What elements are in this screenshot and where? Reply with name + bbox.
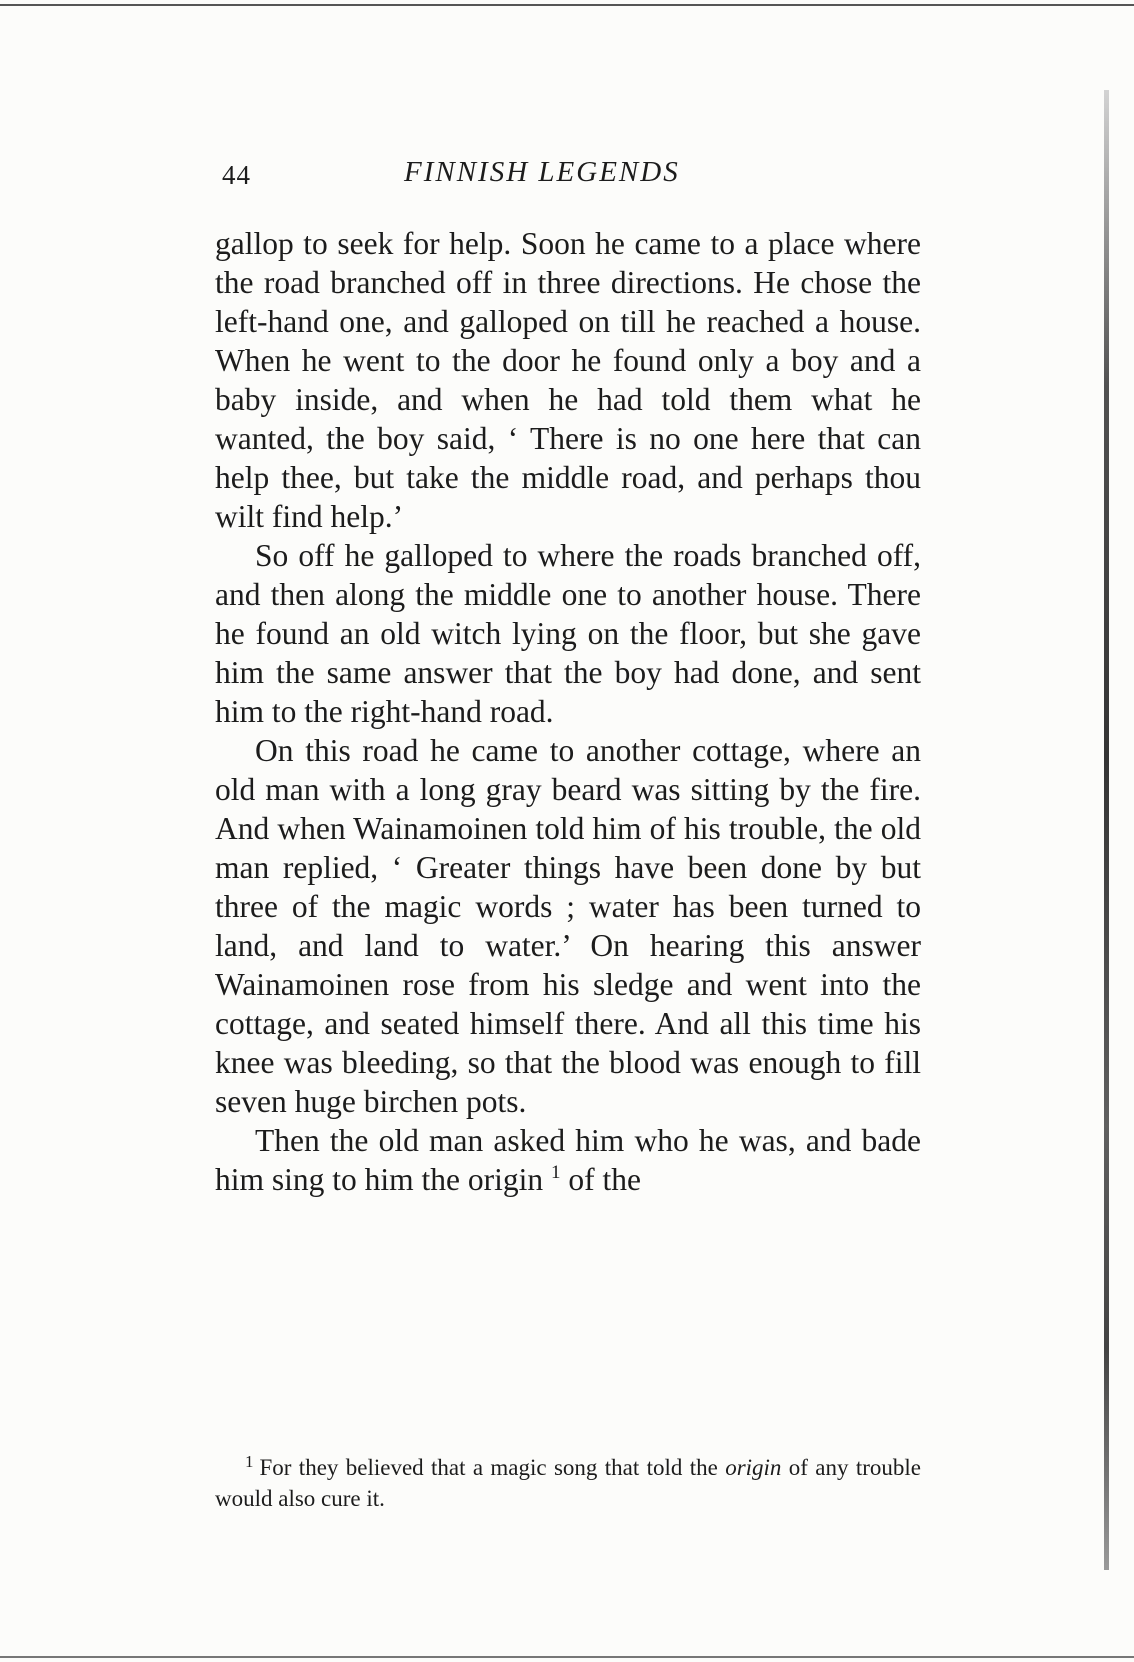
footnote-text: For they believed that a magic song that told the: [259, 1455, 726, 1480]
paragraph-4-text-end: of the: [560, 1162, 641, 1197]
page-number: 44: [222, 160, 251, 190]
paragraph-3: On this road he came to another cottage, where an old man with a long gray beard was sitting by the fire. And when Wainamoinen told him of his trouble, the old man replied, ‘ Greater things have been done by but three of the magic words ; water has been turned to land, and land to water.’ On hearing this answer Wainamoinen rose from his sledge and went into the cottage, and seated himself there. And all this time his knee was bleeding, so that the blood was enough to fill seven huge birchen pots.: [215, 733, 921, 1119]
body-text: [215, 224, 921, 1199]
footnote: [215, 1452, 921, 1514]
paragraph-1: gallop to seek for help. Soon he came to a place where the road branched off in three directions. He chose the left-hand one, and galloped on till he reached a house. When he went to the door he found only a boy and a baby inside, and when he had told them what he wanted, the boy said, ‘ There is no one here that can help thee, but take the middle road, and perhaps thou wilt find help.’: [215, 226, 921, 534]
bottom-rule: [0, 1656, 1134, 1658]
top-rule: [0, 4, 1134, 6]
footnote-text-end: of any trouble would also cure it.: [215, 1455, 922, 1511]
running-head: [222, 156, 922, 200]
paragraph-4-text: Then the old man asked him who he was, and bade him sing to him the origin: [215, 1123, 921, 1197]
paragraph-4: [215, 1121, 921, 1199]
footnote-emphasis: origin: [725, 1455, 782, 1480]
binding-shadow: [1104, 90, 1109, 1570]
footnote-reference: 1: [551, 1162, 561, 1183]
running-title: FINNISH LEGENDS: [404, 156, 680, 188]
paragraph-2: So off he galloped to where the roads branched off, and then along the middle one to another house. There he found an old witch lying on the floor, but she gave him the same answer that the boy had done, and sent him to the right-hand road.: [215, 538, 921, 729]
footnote-marker: 1: [245, 1452, 254, 1471]
